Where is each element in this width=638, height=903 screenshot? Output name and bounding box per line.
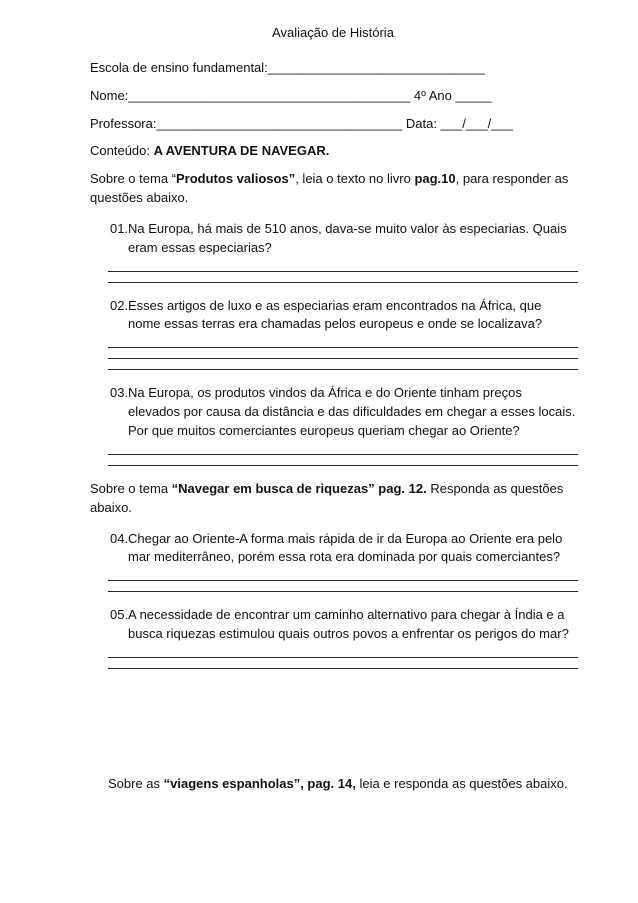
section-3-pre: Sobre as: [108, 775, 164, 791]
content-value: A AVENTURA DE NAVEGAR.: [153, 143, 330, 159]
answer-line[interactable]: [108, 281, 578, 283]
answer-line[interactable]: [108, 464, 578, 466]
answer-line[interactable]: [108, 656, 578, 658]
question-text: Esses artigos de luxo e as especiarias eram encontrados na África, que nome essas terras era chamadas pelos europeus e onde se localizava?: [128, 297, 543, 332]
question-number: 01.: [110, 220, 129, 236]
answer-line[interactable]: [108, 453, 578, 455]
question-01: [110, 220, 576, 258]
section-3-topic: “viagens espanholas”, pag. 14,: [163, 775, 356, 791]
section-2-topic: “Navegar em busca de riquezas” pag. 12.: [171, 480, 427, 496]
blank-space: [90, 683, 576, 775]
question-text: Na Europa, os produtos vindos da África e do Oriente tinham preços elevados por causa da distância e das dificuldades em chegar a esses locais. Por que muitos comerciantes europeus queriam chegar ao Oriente?: [128, 385, 576, 438]
question-text: Chegar ao Oriente-A forma mais rápida de ir da Europa ao Oriente era pelo mar mediterrâneo, porém essa rota era dominada por quais comerciantes?: [128, 530, 563, 565]
answer-line[interactable]: [108, 357, 578, 359]
section-1-topic: Produtos valiosos”: [176, 171, 296, 187]
question-number: 05.: [110, 607, 129, 623]
answer-line[interactable]: [108, 346, 578, 348]
section-1-page: pag.10: [414, 171, 456, 187]
question-number: 03.: [110, 385, 129, 401]
answer-line[interactable]: [108, 579, 578, 581]
answer-line[interactable]: [108, 667, 578, 669]
question-03: [110, 384, 576, 441]
section-1-mid: , leia o texto no livro: [295, 171, 415, 187]
answer-lines-03: [90, 453, 576, 466]
answer-line[interactable]: [108, 270, 578, 272]
section-2-pre: Sobre o tema: [90, 480, 172, 496]
teacher-field: Professora:__________________________________ Data: ___/___/___: [90, 115, 513, 131]
answer-lines-02: [90, 346, 576, 370]
section-1-intro: [90, 170, 576, 208]
page-title: Avaliação de História: [272, 25, 394, 40]
section-2-post: Responda as questões abaixo.: [90, 480, 564, 515]
section-3-post: leia e responda as questões abaixo.: [355, 775, 568, 791]
school-field: Escola de ensino fundamental:______________________________: [90, 59, 485, 75]
answer-lines-05: [90, 656, 576, 669]
answer-line[interactable]: [108, 590, 578, 592]
content-label: Conteúdo:: [90, 143, 154, 159]
question-number: 04.: [110, 530, 129, 546]
answer-lines-01: [90, 270, 576, 283]
content-line: [90, 142, 576, 161]
answer-line[interactable]: [108, 368, 578, 370]
section-3-intro: [108, 775, 576, 794]
section-1-pre: Sobre o tema “: [90, 171, 176, 187]
question-number: 02.: [110, 297, 129, 313]
section-2-intro: [90, 480, 576, 518]
answer-lines-04: [90, 579, 576, 592]
question-04: [110, 530, 576, 568]
section-1-post: , para responder as questões abaixo.: [90, 171, 569, 206]
question-text: A necessidade de encontrar um caminho alternativo para chegar à Índia e a busca riquezas estimulou quais outros povos a enfrentar os perigos do mar?: [128, 607, 569, 642]
question-text: Na Europa, há mais de 510 anos, dava-se muito valor às especiarias. Quais eram essas especiarias?: [128, 220, 567, 255]
question-05: [110, 606, 576, 644]
question-02: [110, 297, 576, 335]
name-field: Nome:_______________________________________ 4º Ano _____: [90, 87, 492, 103]
